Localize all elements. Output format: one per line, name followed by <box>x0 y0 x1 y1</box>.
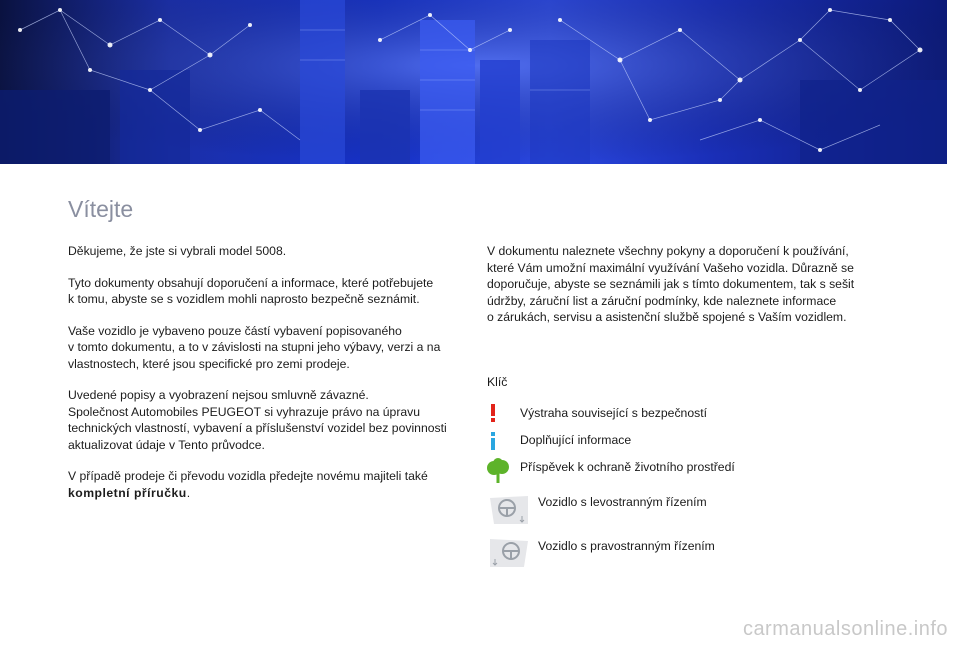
warning-exclamation-icon <box>488 404 498 422</box>
info-icon <box>488 432 498 450</box>
transfer-end: . <box>186 485 191 500</box>
paragraph-manual-contents: V dokumentu naleznete všechny pokyny a doporučení k používání, které Vám umožní maximální využívání Vašeho vozidla. Důrazně se doporučuje, abyste se seznámili jak s tímto dokumentem, tak s sešit údržby, záruční list a záruční podmínky, kde naleznete informace o zárukách, servisu a asistenční službě spojené s Vaším vozidlem. <box>487 244 855 324</box>
key-item-info-label: Doplňující informace <box>520 433 632 447</box>
paragraph-transfer <box>68 468 458 501</box>
tree-icon <box>486 458 510 484</box>
transfer-text: V případě prodeje či převodu vozidla předejte novému majiteli také <box>68 469 428 483</box>
paragraph-equipment: Vaše vozidlo je vybaveno pouze částí vybavení popisovaného v tomto dokumentu, a to v závislosti na stupni jeho výbavy, verzi a na vlastnostech, které jsou specifické pro zemi prodeje. <box>68 323 441 371</box>
key-item-warning-label: Výstraha související s bezpečností <box>520 406 707 420</box>
steering-wheel-right-icon <box>488 537 530 569</box>
header-banner-image <box>0 0 947 164</box>
complete-manual-bold: kompletní příručku <box>68 485 187 500</box>
paragraph-thanks: Děkujeme, že jste si vybrali model 5008. <box>68 244 287 258</box>
page-title: Vítejte <box>68 196 134 222</box>
intro-right-column <box>487 243 867 326</box>
paragraph-documents: Tyto dokumenty obsahují doporučení a informace, které potřebujete k tomu, abyste se s vozidlem mohli naprosto bezpečně seznámit. <box>68 275 434 306</box>
network-city-illustration <box>0 0 947 164</box>
steering-wheel-left-icon <box>488 494 530 526</box>
key-title: Klíč <box>487 375 508 389</box>
key-item-environment-label: Příspěvek k ochraně životního prostředí <box>520 460 735 474</box>
key-item-rhd-label: Vozidlo s pravostranným řízením <box>538 539 715 553</box>
paragraph-disclaimer: Uvedené popisy a vyobrazení nejsou smluvně závazné. Společnost Automobiles PEUGEOT si vyhrazuje právo na úpravu technických vlastností, vybavení a příslušenství vozidel bez povinnosti aktualizovat údaje v Tento průvodce. <box>68 388 447 452</box>
key-item-lhd-label: Vozidlo s levostranným řízením <box>538 495 707 509</box>
watermark: carmanualsonline.info <box>742 618 948 640</box>
intro-left-column <box>68 243 458 501</box>
